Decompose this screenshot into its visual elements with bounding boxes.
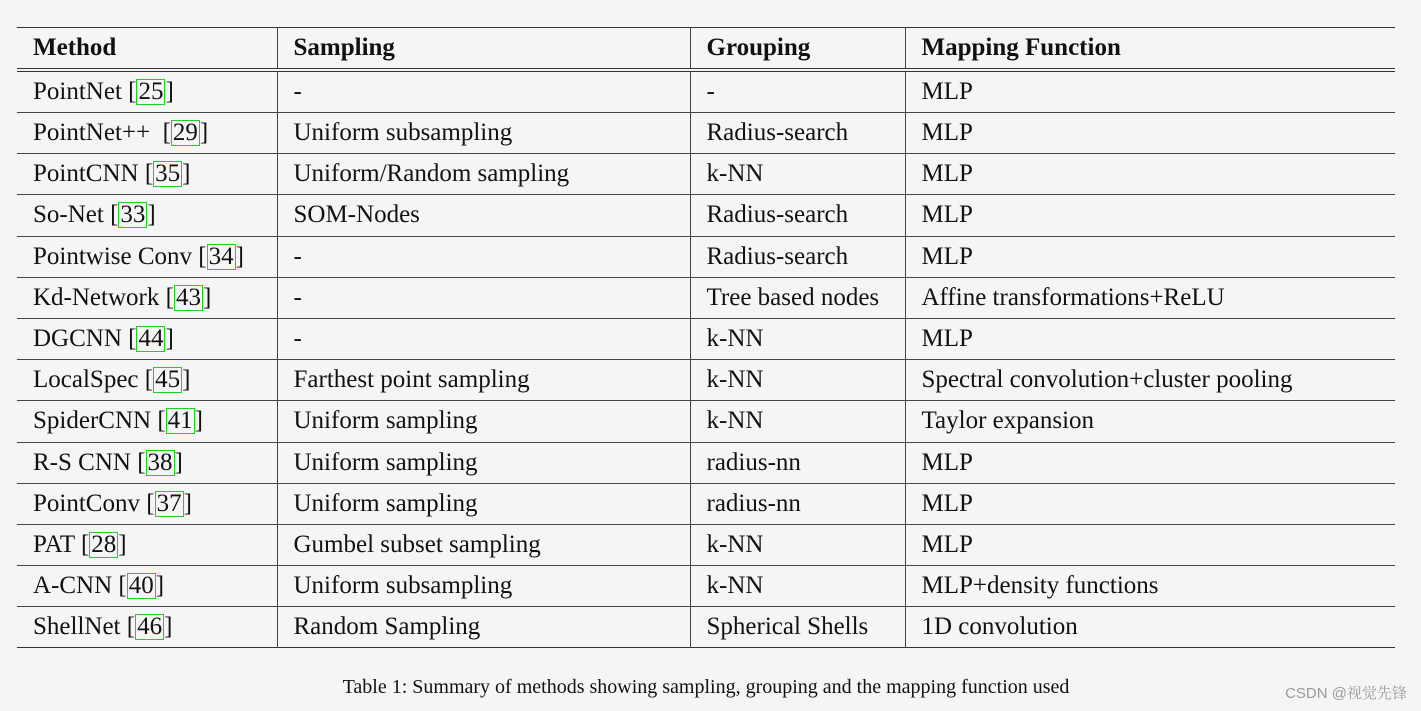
table-row [17,236,1395,277]
cell-method: Pointwise Conv [34] [17,236,277,277]
cell-method: R-S CNN [38] [17,442,277,483]
cell-grouping: radius-nn [690,483,905,524]
cell-grouping: Spherical Shells [690,607,905,648]
cell-sampling: - [277,277,690,318]
cell-sampling: Uniform/Random sampling [277,154,690,195]
table-row [17,524,1395,565]
cell-grouping: k-NN [690,566,905,607]
method-name: Pointwise Conv [33,242,193,270]
table-row [17,277,1395,318]
cell-mapping-function: MLP [921,530,973,558]
citation-link[interactable]: 29 [172,119,198,147]
cell-sampling: Random Sampling [277,607,690,648]
table-row [17,195,1395,236]
cell-mapping-function: MLP [921,325,973,353]
method-name: DGCNN [33,325,122,353]
cell-grouping: Radius-search [690,236,905,277]
cell-method: DGCNN [44] [17,318,277,359]
cell-method: Kd-Network [43] [17,277,277,318]
table-row [17,318,1395,359]
table-caption: Table 1: Summary of methods showing sampling, grouping and the mapping function used [342,676,1070,698]
cell-method: PAT [28] [17,524,277,565]
methods-table [17,27,1395,648]
cell-sampling: Uniform subsampling [277,113,690,154]
cell-grouping: k-NN [690,318,905,359]
cell-sampling: Gumbel subset sampling [277,524,690,565]
citation-link[interactable]: 35 [155,160,181,188]
table-row [17,483,1395,524]
cell-mapping-function: MLP [921,242,973,270]
table-row [17,607,1395,648]
cell-grouping: radius-nn [690,442,905,483]
method-name: PointConv [33,489,140,517]
cell-sampling: - [277,318,690,359]
methods-table-container [17,27,1395,648]
cell-grouping: k-NN [690,360,905,401]
cell-sampling: Uniform sampling [277,401,690,442]
method-name: PointNet++ [33,119,151,147]
citation-link[interactable]: 28 [91,530,117,558]
cell-mapping-function: Affine transformations+ReLU [921,283,1225,311]
cell-mapping-function: MLP [921,489,973,517]
cell-sampling: - [277,236,690,277]
citation-link[interactable]: 44 [138,325,164,353]
table-row [17,154,1395,195]
cell-sampling: Uniform sampling [277,483,690,524]
citation-link[interactable]: 33 [120,201,146,229]
table-row [17,566,1395,607]
cell-method: PointNet [25] [17,70,277,113]
cell-mapping-function: Taylor expansion [921,407,1095,435]
cell-sampling: - [277,70,690,113]
method-name: Kd-Network [33,283,160,311]
cell-grouping: k-NN [690,154,905,195]
table-body [17,70,1395,648]
header-grouping: Grouping [690,28,905,71]
method-name: ShellNet [33,613,121,641]
cell-mapping-function: 1D convolution [921,613,1078,641]
cell-mapping-function: MLP+density functions [921,572,1159,600]
watermark: CSDN @视觉先锋 [1285,685,1407,702]
method-name: So-Net [33,201,104,229]
citation-link[interactable]: 40 [128,572,154,600]
cell-mapping-function: MLP [921,119,973,147]
header-mapping-function: Mapping Function [905,28,1395,71]
cell-method: SpiderCNN [41] [17,401,277,442]
header-sampling: Sampling [277,28,690,71]
citation-link[interactable]: 41 [167,407,193,435]
citation-link[interactable]: 45 [155,366,181,394]
cell-method: So-Net [33] [17,195,277,236]
cell-method: ShellNet [46] [17,607,277,648]
cell-sampling: SOM-Nodes [277,195,690,236]
citation-link[interactable]: 46 [137,613,163,641]
table-row [17,401,1395,442]
cell-mapping-function: MLP [921,448,973,476]
method-name: PAT [33,530,75,558]
cell-mapping-function: MLP [921,160,973,188]
table-row [17,113,1395,154]
table-row [17,442,1395,483]
citation-link[interactable]: 25 [138,78,164,105]
method-name: PointNet [33,78,122,105]
cell-grouping: Tree based nodes [690,277,905,318]
cell-grouping: - [690,70,905,113]
cell-method: PointNet++ [29] [17,113,277,154]
citation-link[interactable]: 34 [208,242,234,270]
citation-link[interactable]: 38 [147,448,173,476]
citation-link[interactable]: 37 [156,489,182,517]
cell-sampling: Farthest point sampling [277,360,690,401]
cell-sampling: Uniform sampling [277,442,690,483]
method-name: A-CNN [33,572,113,600]
header-method: Method [17,28,277,71]
method-name: R-S CNN [33,448,131,476]
cell-method: PointCNN [35] [17,154,277,195]
cell-grouping: k-NN [690,401,905,442]
citation-link[interactable]: 43 [175,283,201,311]
cell-grouping: Radius-search [690,195,905,236]
cell-mapping-function: MLP [921,78,973,105]
cell-grouping: k-NN [690,524,905,565]
cell-sampling: Uniform subsampling [277,566,690,607]
cell-method: A-CNN [40] [17,566,277,607]
cell-method: PointConv [37] [17,483,277,524]
cell-method: LocalSpec [45] [17,360,277,401]
cell-mapping-function: Spectral convolution+cluster pooling [921,366,1293,394]
table-row [17,70,1395,113]
table-row [17,360,1395,401]
table-header-row [17,28,1395,71]
method-name: PointCNN [33,160,139,188]
method-name: LocalSpec [33,366,139,394]
cell-grouping: Radius-search [690,113,905,154]
cell-mapping-function: MLP [921,201,973,229]
method-name: SpiderCNN [33,407,152,435]
